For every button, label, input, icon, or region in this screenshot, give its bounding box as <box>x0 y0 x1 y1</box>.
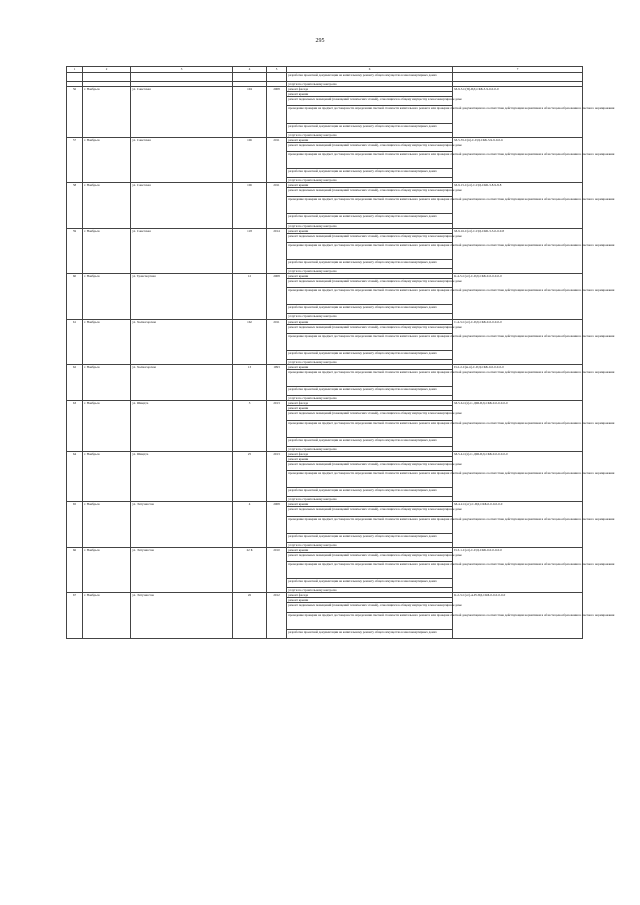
record-number: 63 <box>67 401 83 452</box>
work-item: ремонт подвальных помещений (помещений технических этажей), относящихся к общему имуществу в многоквартирном доме <box>287 188 453 197</box>
work-item: проведение проверки на предмет достоверности определения сметной стоимости капитального ремонта или проверки сметной документации на соответствие действующим нормативам в области ценообразования в сметного нормирования <box>287 333 453 350</box>
record-house: 106 <box>233 137 267 182</box>
record-street: ул. Шмидта <box>131 401 233 452</box>
work-item: разработка проектной документации на капитальному ремонту общего имущества в многоквартирных домах <box>287 259 453 268</box>
work-item: ремонт подвальных помещений (помещений технических этажей), относящихся к общему имуществу в многоквартирном доме <box>287 97 453 106</box>
record-code: К-2-3-С(от)-А-Н-ПД-СКБ-0-0-0-0-0-0 <box>453 593 583 638</box>
work-item: услуги по строительному контролю <box>287 588 453 593</box>
work-item: проведение проверки на предмет достоверности определения сметной стоимости капитального ремонта или проверки сметной документации на соответствие действующим нормативам в области ценообразования в сметного нормирования <box>287 612 453 629</box>
record-city: г. Ноябрьск <box>83 319 131 364</box>
record-year: 2014 <box>267 228 287 273</box>
record-code: М-9-16-С(от)-С-ПД-СКБ-3-3-0-0-0-8 <box>453 228 583 273</box>
work-item: проведение проверки на предмет достоверности определения сметной стоимости капитального ремонта или проверки сметной документации на соответствие действующим нормативам в области ценообразования в сметного нормирования <box>287 288 453 305</box>
record-city: г. Ноябрьск <box>83 274 131 319</box>
work-item: разработка проектной документации на капитальному ремонту общего имущества в многоквартирных домах <box>287 533 453 542</box>
record-house: 13 <box>233 365 267 401</box>
record-code: С-4-3-С(от)-С-ПД-СКБ-0-0-0-0-0-0 <box>453 319 583 364</box>
record-number: 64 <box>67 451 83 502</box>
record-house: 162 <box>233 319 267 364</box>
work-item: услуги по строительному контролю <box>287 269 453 274</box>
work-item: ремонт крыши <box>287 365 453 370</box>
record-number: 60 <box>67 274 83 319</box>
record-year: 2008 <box>267 502 287 547</box>
record-city: г. Ноябрьск <box>83 137 131 182</box>
work-item: разработка проектной документации на капитальному ремонту общего имущества в многоквартирных домах <box>287 437 453 446</box>
work-item: ремонт подвальных помещений (помещений технических этажей), относящихся к общему имуществу в многоквартирном доме <box>287 324 453 333</box>
registry-body <box>67 73 615 639</box>
record-year: 2013 <box>267 401 287 452</box>
work-item: ремонт подвальных помещений (помещений технических этажей), относящихся к общему имуществу в многоквартирном доме <box>287 411 453 420</box>
record-code: М-4-2-С(от)-С-ПД-СКБ-0-0-0-0-0-0 <box>453 502 583 547</box>
work-item: ремонт подвальных помещений (помещений технических этажей), относящихся к общему имуществу в многоквартирном доме <box>287 279 453 288</box>
work-item: проведение проверки на предмет достоверности определения сметной стоимости капитального ремонта или проверки сметной документации на соответствие действующим нормативам в области ценообразования в сметного нормирования <box>287 562 453 579</box>
record-city: г. Ноябрьск <box>83 228 131 273</box>
record-number: 56 <box>67 87 83 138</box>
record-house: 106 <box>233 183 267 228</box>
work-item: ремонт подвальных помещений (помещений технических этажей), относящихся к общему имуществу в многоквартирном доме <box>287 603 453 612</box>
record-city: г. Ноябрьск <box>83 593 131 638</box>
record-year: 1993 <box>267 365 287 401</box>
work-item: разработка проектной документации на капитальному ремонту общего имущества в многоквартирных домах <box>287 73 453 82</box>
record-house: 104 <box>233 87 267 138</box>
work-item: ремонт крыши <box>287 228 453 233</box>
record-code: М-5-4-С(п)-С-ДШ-ПД-СКБ-0-0-0-0-0-0 <box>453 451 583 502</box>
record-house: 26 <box>233 593 267 638</box>
work-item: услуги по строительному контролю <box>287 132 453 137</box>
record-city: г. Ноябрьск <box>83 502 131 547</box>
work-item: услуги по строительному контролю <box>287 359 453 364</box>
work-item: разработка проектной документации на капитальному ремонту общего имущества в многоквартирных домах <box>287 629 453 638</box>
record-street: ул. Энтузиастов <box>131 502 233 547</box>
record-house: 118 <box>233 228 267 273</box>
column-header: 1 <box>67 67 83 73</box>
work-item: разработка проектной документации на капитальному ремонту общего имущества в многоквартирных домах <box>287 579 453 588</box>
work-item: ремонт подвальных помещений (помещений технических этажей), относящихся к общему имуществу в многоквартирном доме <box>287 233 453 242</box>
work-item: проведение проверки на предмет достоверности определения сметной стоимости капитального ремонта или проверки сметной документации на соответствие действующим нормативам в области ценообразования в сметного нормирования <box>287 197 453 214</box>
work-item: разработка проектной документации на капитальному ремонту общего имущества в многоквартирных домах <box>287 305 453 314</box>
empty-cell <box>67 73 83 82</box>
column-header: 4 <box>233 67 267 73</box>
record-year: 2011 <box>267 183 287 228</box>
work-item: ремонт крыши <box>287 547 453 552</box>
record-number: 62 <box>67 365 83 401</box>
record-number: 57 <box>67 137 83 182</box>
work-item: проведение проверки на предмет достоверности определения сметной стоимости капитального ремонта или проверки сметной документации на соответствие действующим нормативам в области ценообразования в сметного нормирования <box>287 242 453 259</box>
work-item: услуги по строительному контролю <box>287 542 453 547</box>
work-item: проведение проверки на предмет достоверности определения сметной стоимости капитального ремонта или проверки сметной документации на соответствие действующим нормативам в области ценообразования в сметного нормирования <box>287 370 453 387</box>
work-item: проведение проверки на предмет достоверности определения сметной стоимости капитального ремонта или проверки сметной документации на соответствие действующим нормативам в области ценообразования в сметного нормирования <box>287 420 453 437</box>
work-item: разработка проектной документации на капитальному ремонту общего имущества в многоквартирных домах <box>287 488 453 497</box>
column-header: 6 <box>287 67 453 73</box>
work-item: услуги по строительному контролю <box>287 178 453 183</box>
registry-table <box>66 66 615 639</box>
work-item: ремонт подвальных помещений (помещений технических этажей), относящихся к общему имуществу в многоквартирном доме <box>287 461 453 470</box>
record-year: 2008 <box>267 87 287 138</box>
work-item: ремонт крыши <box>287 319 453 324</box>
work-item: ремонт крыши <box>287 502 453 507</box>
record-house: 25 <box>233 451 267 502</box>
column-header: 2 <box>83 67 131 73</box>
record-street: ул. Советская <box>131 87 233 138</box>
column-header: 3 <box>131 67 233 73</box>
work-item: проведение проверки на предмет достоверности определения сметной стоимости капитального ремонта или проверки сметной документации на соответствие действующим нормативам в области ценообразования в сметного нормирования <box>287 471 453 488</box>
work-item: разработка проектной документации на капитальному ремонту общего имущества в многоквартирных домах <box>287 387 453 396</box>
record-street: ул. Советская <box>131 183 233 228</box>
work-item: услуги по строительному контролю <box>287 497 453 502</box>
work-item: ремонт фасада <box>287 593 453 598</box>
record-house: 4 <box>233 502 267 547</box>
work-item: проведение проверки на предмет достоверности определения сметной стоимости капитального ремонта или проверки сметной документации на соответствие действующим нормативам в области ценообразования в сметного нормирования <box>287 516 453 533</box>
record-year: 2010 <box>267 547 287 592</box>
record-city: г. Ноябрьск <box>83 451 131 502</box>
empty-cell <box>83 73 131 82</box>
work-item: проведение проверки на предмет достоверности определения сметной стоимости капитального ремонта или проверки сметной документации на соответствие действующим нормативам в области ценообразования в сметного нормирования <box>287 106 453 123</box>
record-year: 2011 <box>267 137 287 182</box>
work-item: услуги по строительному контролю <box>287 314 453 319</box>
work-item: услуги по строительному контролю <box>287 446 453 451</box>
work-item: ремонт крыши <box>287 92 453 97</box>
record-city: г. Ноябрьск <box>83 365 131 401</box>
record-year: 2011 <box>267 319 287 364</box>
record-house: 3 <box>233 401 267 452</box>
record-year: 2008 <box>267 274 287 319</box>
work-item: ремонт крыши <box>287 456 453 461</box>
record-city: г. Ноябрьск <box>83 547 131 592</box>
record-number: 59 <box>67 228 83 273</box>
work-item: разработка проектной документации на капитальному ремонту общего имущества в многоквартирных домах <box>287 168 453 177</box>
work-item: услуги по строительному контролю <box>287 82 453 87</box>
record-house: 22 Б <box>233 547 267 592</box>
work-item: ремонт фасада <box>287 401 453 406</box>
empty-cell <box>131 73 233 82</box>
work-item: разработка проектной документации на капитальному ремонту общего имущества в многоквартирных домах <box>287 214 453 223</box>
record-street: ул. Транспортная <box>131 274 233 319</box>
record-number: 67 <box>67 593 83 638</box>
record-street: ул. Шмидта <box>131 451 233 502</box>
work-item: ремонт подвальных помещений (помещений технических этажей), относящихся к общему имуществу в многоквартирном доме <box>287 552 453 561</box>
record-city: г. Ноябрьск <box>83 183 131 228</box>
work-item: ремонт крыши <box>287 137 453 142</box>
record-street: ул. Советская <box>131 137 233 182</box>
work-item: услуги по строительному контролю <box>287 396 453 401</box>
record-number: 58 <box>67 183 83 228</box>
work-item: разработка проектной документации на капитальному ремонту общего имущества в многоквартирных домах <box>287 123 453 132</box>
work-item: услуги по строительному контролю <box>287 223 453 228</box>
work-item: ремонт подвальных помещений (помещений технических этажей), относящихся к общему имуществу в многоквартирном доме <box>287 507 453 516</box>
work-item: проведение проверки на предмет достоверности определения сметной стоимости капитального ремонта или проверки сметной документации на соответствие действующим нормативам в области ценообразования в сметного нормирования <box>287 151 453 168</box>
record-street: ул. Энтузиастов <box>131 593 233 638</box>
work-item: ремонт подвальных помещений (помещений технических этажей), относящихся к общему имуществу в многоквартирном доме <box>287 142 453 151</box>
record-code: П-3-1-С(от)-С-ПД-СКБ-0-0-0-0-0-0 <box>453 547 583 592</box>
work-item: ремонт крыши <box>287 274 453 279</box>
work-item: ремонт фасада <box>287 87 453 92</box>
work-item: ремонт крыши <box>287 183 453 188</box>
record-number: 66 <box>67 547 83 592</box>
work-item: ремонт крыши <box>287 598 453 603</box>
record-year: 2012 <box>267 593 287 638</box>
record-year: 2013 <box>267 451 287 502</box>
record-code: М-5-35-С(п)-С-ПД-СКБ-3-9-9-0-0-6 <box>453 137 583 182</box>
record-number: 65 <box>67 502 83 547</box>
record-code: П-2-2-С(м-п)-С-ПД-СКБ-0-0-0-0-0-0 <box>453 365 583 401</box>
empty-cell <box>267 73 287 82</box>
record-street: ул. Советская <box>131 228 233 273</box>
record-code: М-5-6-С(п)-С-ДШ-ПД-СКБ-0-0-0-0-0-0 <box>453 401 583 452</box>
record-street: ул. Холмогорская <box>131 319 233 364</box>
record-street: ул. Холмогорская <box>131 365 233 401</box>
record-code: М-9-15-С(от)-С-ПД-СКБ-3-8-9-8-8 <box>453 183 583 228</box>
column-header: 7 <box>453 67 583 73</box>
table-row <box>67 73 583 82</box>
record-number: 61 <box>67 319 83 364</box>
record-code: К-4-5-С(от)-С-ПД-СКБ-0-0-0-0-0-0 <box>453 274 583 319</box>
page-number: 295 <box>315 38 325 44</box>
work-item: ремонт фасада <box>287 451 453 456</box>
record-house: 12 <box>233 274 267 319</box>
empty-cell <box>453 73 583 82</box>
column-header: 5 <box>267 67 287 73</box>
record-code: М-9-3-С(П)-ПД-СКБ-3-9-0-0-0-0 <box>453 87 583 138</box>
record-city: г. Ноябрьск <box>83 401 131 452</box>
work-item: ремонт крыши <box>287 406 453 411</box>
empty-cell <box>233 73 267 82</box>
record-street: ул. Энтузиастов <box>131 547 233 592</box>
work-item: разработка проектной документации на капитальному ремонту общего имущества в многоквартирных домах <box>287 350 453 359</box>
record-city: г. Ноябрьск <box>83 87 131 138</box>
